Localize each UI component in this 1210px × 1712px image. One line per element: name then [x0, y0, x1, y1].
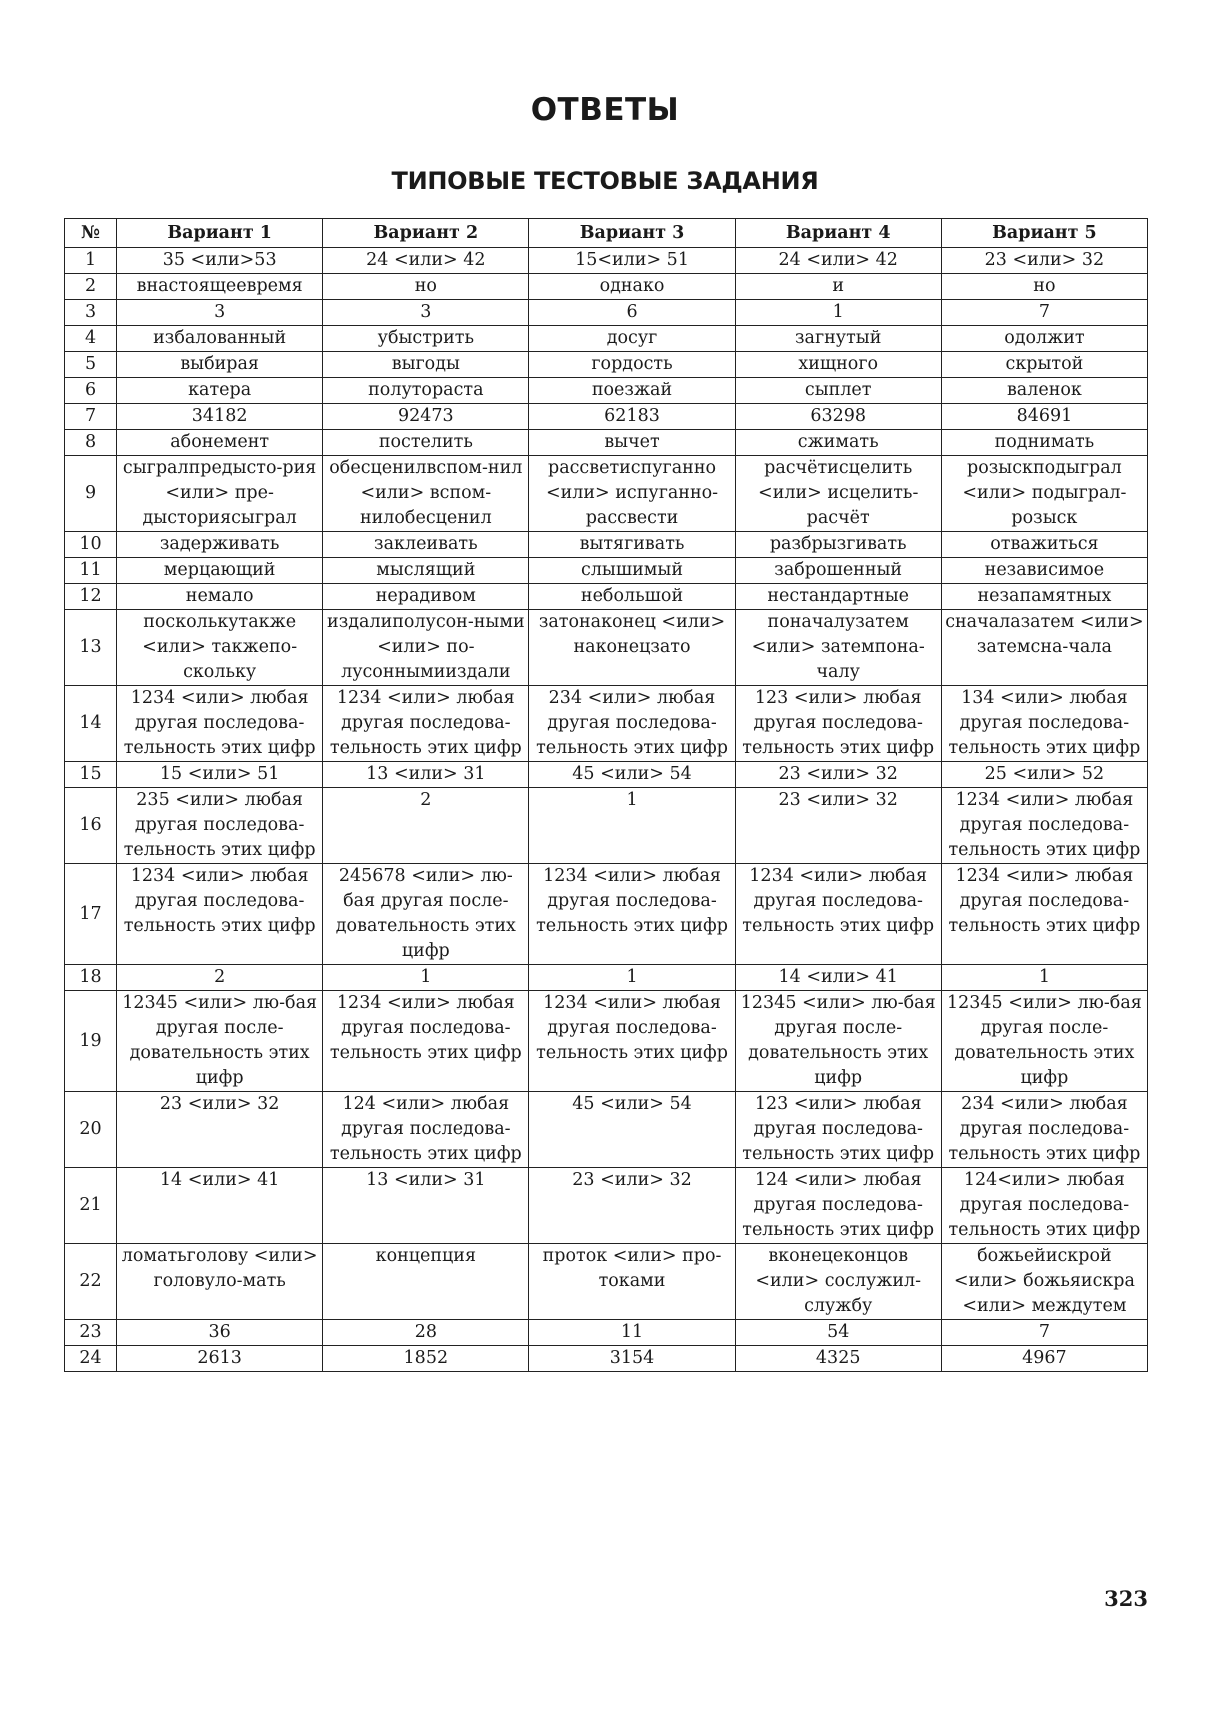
answer-cell: расчётисцелить <или> исцелить-расчёт — [735, 456, 941, 532]
row-number: 12 — [65, 584, 117, 610]
column-header-variant-3: Вариант 3 — [529, 219, 735, 248]
row-number: 15 — [65, 762, 117, 788]
table-row — [65, 788, 1148, 864]
answer-cell: 1 — [529, 965, 735, 991]
table-row — [65, 300, 1148, 326]
answers-table — [64, 218, 1148, 1372]
table-row — [65, 248, 1148, 274]
page-number: 323 — [1104, 1586, 1148, 1611]
answer-cell: полутораста — [323, 378, 529, 404]
answer-cell: 23 <или> 32 — [941, 248, 1147, 274]
answer-cell: 235 <или> любая другая последова-тельность этих цифр — [117, 788, 323, 864]
table-row — [65, 456, 1148, 532]
answer-cell: сжимать — [735, 430, 941, 456]
row-number: 18 — [65, 965, 117, 991]
answer-cell: 14 <или> 41 — [735, 965, 941, 991]
row-number: 1 — [65, 248, 117, 274]
row-number: 10 — [65, 532, 117, 558]
answer-cell: вычет — [529, 430, 735, 456]
answer-cell: мыслящий — [323, 558, 529, 584]
answer-cell: 1234 <или> любая другая последова-тельность этих цифр — [323, 686, 529, 762]
answer-cell: независимое — [941, 558, 1147, 584]
answer-cell: досуг — [529, 326, 735, 352]
table-row — [65, 1346, 1148, 1372]
answer-cell: 3154 — [529, 1346, 735, 1372]
row-number: 17 — [65, 864, 117, 965]
page-title: ОТВЕТЫ — [530, 92, 680, 128]
answer-cell: мерцающий — [117, 558, 323, 584]
answer-cell: сыгралпредысто-рия <или> пре-дысториясыграл — [117, 456, 323, 532]
answer-cell: убыстрить — [323, 326, 529, 352]
answer-cell: 12345 <или> лю-бая другая после-довательность этих цифр — [735, 991, 941, 1092]
answer-cell: 1234 <или> любая другая последова-тельность этих цифр — [941, 864, 1147, 965]
answer-cell: 1 — [941, 965, 1147, 991]
table-row — [65, 584, 1148, 610]
answer-cell: 24 <или> 42 — [323, 248, 529, 274]
answer-cell: сыплет — [735, 378, 941, 404]
answer-cell: 1234 <или> любая другая последова-тельность этих цифр — [941, 788, 1147, 864]
table-row — [65, 762, 1148, 788]
table-row — [65, 965, 1148, 991]
answer-cell: концепция — [323, 1244, 529, 1320]
answer-cell: розыскподыграл <или> подыграл-розыск — [941, 456, 1147, 532]
answer-cell: незапамятных — [941, 584, 1147, 610]
answer-cell: 84691 — [941, 404, 1147, 430]
answer-cell: небольшой — [529, 584, 735, 610]
answer-cell: 25 <или> 52 — [941, 762, 1147, 788]
row-number: 21 — [65, 1168, 117, 1244]
answer-cell: 45 <или> 54 — [529, 1092, 735, 1168]
answer-cell: поначалузатем <или> затемпона-чалу — [735, 610, 941, 686]
table-row — [65, 1092, 1148, 1168]
answer-cell: 7 — [941, 300, 1147, 326]
table-row — [65, 404, 1148, 430]
answer-cell: немало — [117, 584, 323, 610]
answer-cell: хищного — [735, 352, 941, 378]
answer-cell: валенок — [941, 378, 1147, 404]
row-number: 19 — [65, 991, 117, 1092]
column-header-number: № — [65, 219, 117, 248]
answer-cell: проток <или> про-токами — [529, 1244, 735, 1320]
answer-cell: 245678 <или> лю-бая другая после-довательность этих цифр — [323, 864, 529, 965]
row-number: 9 — [65, 456, 117, 532]
answer-cell: обесценилвспом-нил <или> вспом-нилобесценил — [323, 456, 529, 532]
row-number: 16 — [65, 788, 117, 864]
table-row — [65, 1244, 1148, 1320]
answer-cell: 124<или> любая другая последова-тельность этих цифр — [941, 1168, 1147, 1244]
answer-cell: 2613 — [117, 1346, 323, 1372]
table-row — [65, 558, 1148, 584]
answer-cell: гордость — [529, 352, 735, 378]
answer-cell: 124 <или> любая другая последова-тельность этих цифр — [735, 1168, 941, 1244]
answer-cell: 234 <или> любая другая последова-тельность этих цифр — [529, 686, 735, 762]
answer-cell: 63298 — [735, 404, 941, 430]
answer-cell: 123 <или> любая другая последова-тельность этих цифр — [735, 1092, 941, 1168]
answer-cell: 12345 <или> лю-бая другая после-довательность этих цифр — [941, 991, 1147, 1092]
answer-cell: 3 — [323, 300, 529, 326]
answer-cell: 1 — [529, 788, 735, 864]
table-row — [65, 864, 1148, 965]
answer-cell: 1234 <или> любая другая последова-тельность этих цифр — [117, 686, 323, 762]
answer-cell: ломатьголову <или> головуло-мать — [117, 1244, 323, 1320]
answer-cell: поезжай — [529, 378, 735, 404]
answer-cell: 62183 — [529, 404, 735, 430]
row-number: 22 — [65, 1244, 117, 1320]
answer-cell: 23 <или> 32 — [117, 1092, 323, 1168]
table-row — [65, 352, 1148, 378]
answer-cell: 28 — [323, 1320, 529, 1346]
column-header-variant-1: Вариант 1 — [117, 219, 323, 248]
answer-cell: 1234 <или> любая другая последова-тельность этих цифр — [529, 864, 735, 965]
answer-cell: внастоящеевремя — [117, 274, 323, 300]
answer-cell: скрытой — [941, 352, 1147, 378]
answer-cell: 134 <или> любая другая последова-тельность этих цифр — [941, 686, 1147, 762]
answer-cell: 13 <или> 31 — [323, 762, 529, 788]
row-number: 5 — [65, 352, 117, 378]
answer-cell: но — [323, 274, 529, 300]
answer-cell: 15<или> 51 — [529, 248, 735, 274]
answer-cell: 92473 — [323, 404, 529, 430]
answer-cell: 3 — [117, 300, 323, 326]
answer-cell: 36 — [117, 1320, 323, 1346]
table-body — [65, 248, 1148, 1372]
answer-cell: рассветиспуганно <или> испуганно-рассвести — [529, 456, 735, 532]
answer-cell: 35 <или>53 — [117, 248, 323, 274]
row-number: 14 — [65, 686, 117, 762]
answer-cell: 2 — [323, 788, 529, 864]
row-number: 20 — [65, 1092, 117, 1168]
answer-cell: выбирая — [117, 352, 323, 378]
answer-cell: заброшенный — [735, 558, 941, 584]
answer-cell: разбрызгивать — [735, 532, 941, 558]
answer-cell: 34182 — [117, 404, 323, 430]
row-number: 23 — [65, 1320, 117, 1346]
answer-cell: одолжит — [941, 326, 1147, 352]
table-header-row — [65, 219, 1148, 248]
answer-cell: 124 <или> любая другая последова-тельность этих цифр — [323, 1092, 529, 1168]
answer-cell: постелить — [323, 430, 529, 456]
table-row — [65, 532, 1148, 558]
answer-cell: 1234 <или> любая другая последова-тельность этих цифр — [735, 864, 941, 965]
answer-cell: избалованный — [117, 326, 323, 352]
answer-cell: 24 <или> 42 — [735, 248, 941, 274]
answer-cell: 4967 — [941, 1346, 1147, 1372]
answer-cell: заклеивать — [323, 532, 529, 558]
answer-cell: затонаконец <или> наконецзато — [529, 610, 735, 686]
row-number: 7 — [65, 404, 117, 430]
answer-cell: 4325 — [735, 1346, 941, 1372]
answer-cell: 54 — [735, 1320, 941, 1346]
table-row — [65, 1168, 1148, 1244]
answer-cell: нестандартные — [735, 584, 941, 610]
row-number: 11 — [65, 558, 117, 584]
table-row — [65, 686, 1148, 762]
column-header-variant-4: Вариант 4 — [735, 219, 941, 248]
answer-cell: 12345 <или> лю-бая другая после-довательность этих цифр — [117, 991, 323, 1092]
answer-cell: 23 <или> 32 — [735, 762, 941, 788]
answer-cell: посколькутакже <или> такжепо-скольку — [117, 610, 323, 686]
row-number: 8 — [65, 430, 117, 456]
answer-cell: и — [735, 274, 941, 300]
answer-cell: 234 <или> любая другая последова-тельность этих цифр — [941, 1092, 1147, 1168]
answer-cell: слышимый — [529, 558, 735, 584]
table-row — [65, 326, 1148, 352]
answer-cell: 1234 <или> любая другая последова-тельность этих цифр — [529, 991, 735, 1092]
answer-cell: выгоды — [323, 352, 529, 378]
answer-cell: 23 <или> 32 — [529, 1168, 735, 1244]
row-number: 4 — [65, 326, 117, 352]
answer-cell: 1234 <или> любая другая последова-тельность этих цифр — [117, 864, 323, 965]
answer-cell: отважиться — [941, 532, 1147, 558]
answer-cell: 23 <или> 32 — [735, 788, 941, 864]
answer-cell: 11 — [529, 1320, 735, 1346]
table-row — [65, 991, 1148, 1092]
answer-cell: вытягивать — [529, 532, 735, 558]
row-number: 2 — [65, 274, 117, 300]
answer-cell: 15 <или> 51 — [117, 762, 323, 788]
answer-cell: но — [941, 274, 1147, 300]
answer-cell: 123 <или> любая другая последова-тельность этих цифр — [735, 686, 941, 762]
answer-cell: издалиполусон-ными <или> по-лусоннымииздали — [323, 610, 529, 686]
table-row — [65, 610, 1148, 686]
answer-cell: поднимать — [941, 430, 1147, 456]
answer-cell: божьейискрой <или> божьяискра <или> междутем — [941, 1244, 1147, 1320]
column-header-variant-2: Вариант 2 — [323, 219, 529, 248]
answer-cell: 2 — [117, 965, 323, 991]
answer-cell: абонемент — [117, 430, 323, 456]
row-number: 24 — [65, 1346, 117, 1372]
table-row — [65, 378, 1148, 404]
answer-cell: 1 — [323, 965, 529, 991]
answer-cell: 1 — [735, 300, 941, 326]
answer-cell: загнутый — [735, 326, 941, 352]
answer-cell: однако — [529, 274, 735, 300]
answer-cell: вконецеконцов <или> сослужил-службу — [735, 1244, 941, 1320]
answer-cell: задерживать — [117, 532, 323, 558]
answer-cell: катера — [117, 378, 323, 404]
answer-cell: 13 <или> 31 — [323, 1168, 529, 1244]
answer-cell: сначалазатем <или> затемсна-чала — [941, 610, 1147, 686]
section-title: ТИПОВЫЕ ТЕСТОВЫЕ ЗАДАНИЯ — [391, 167, 819, 195]
row-number: 6 — [65, 378, 117, 404]
answer-cell: 6 — [529, 300, 735, 326]
answer-cell: 45 <или> 54 — [529, 762, 735, 788]
table-row — [65, 1320, 1148, 1346]
table-row — [65, 274, 1148, 300]
answer-cell: 14 <или> 41 — [117, 1168, 323, 1244]
column-header-variant-5: Вариант 5 — [941, 219, 1147, 248]
answer-cell: нерадивом — [323, 584, 529, 610]
answer-cell: 1852 — [323, 1346, 529, 1372]
row-number: 13 — [65, 610, 117, 686]
row-number: 3 — [65, 300, 117, 326]
table-row — [65, 430, 1148, 456]
answer-cell: 1234 <или> любая другая последова-тельность этих цифр — [323, 991, 529, 1092]
answer-cell: 7 — [941, 1320, 1147, 1346]
